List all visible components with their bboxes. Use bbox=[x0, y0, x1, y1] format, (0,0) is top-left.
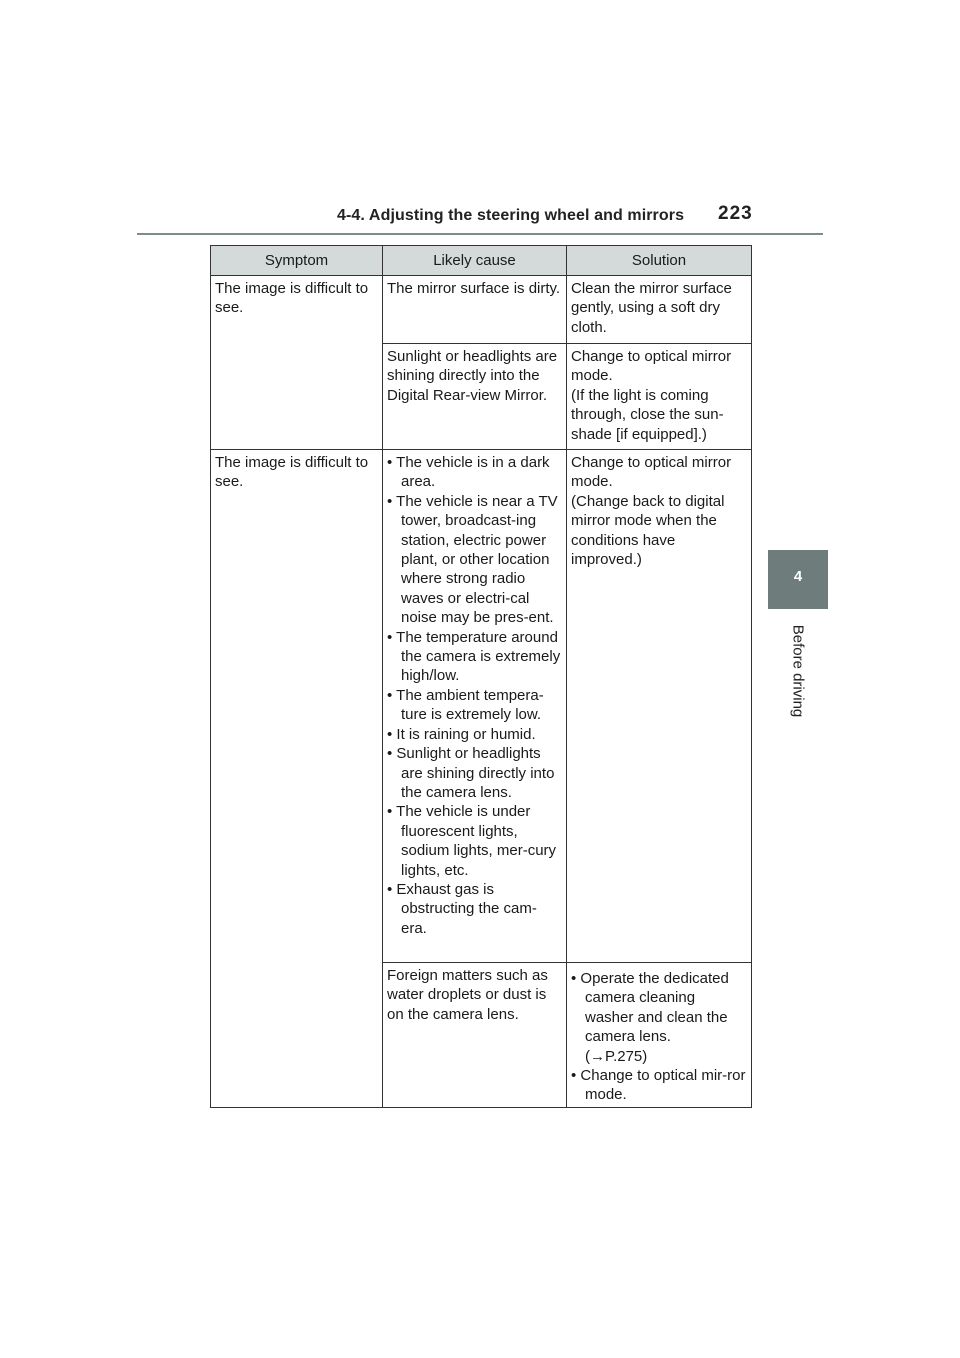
page-reference-link[interactable]: P.275 bbox=[605, 1047, 643, 1065]
section-title: 4-4. Adjusting the steering wheel and mirrors bbox=[337, 207, 685, 224]
table-header-row bbox=[211, 246, 752, 276]
column-header-likely-cause: Likely cause bbox=[383, 246, 567, 276]
symptom-cell: The image is difficult to see. bbox=[211, 276, 383, 450]
arrow-right-icon: → bbox=[590, 1047, 605, 1065]
list-item: • Sunlight or headlights are shining directly into the camera lens. bbox=[387, 744, 562, 802]
page-number: 223 bbox=[718, 203, 753, 224]
solution-cell bbox=[567, 344, 752, 450]
column-header-symptom: Symptom bbox=[211, 246, 383, 276]
list-item: • The temperature around the camera is extremely high/low. bbox=[387, 628, 562, 686]
solution-note: (If the light is coming through, close the sun-shade [if equipped].) bbox=[571, 386, 724, 443]
list-item: • Exhaust gas is obstructing the cam-era. bbox=[387, 880, 562, 938]
table-row bbox=[211, 276, 752, 344]
table-row bbox=[211, 450, 752, 963]
cause-cell: The mirror surface is dirty. bbox=[383, 276, 567, 344]
solution-text: Change to optical mirror mode. bbox=[571, 454, 732, 491]
column-header-solution: Solution bbox=[567, 246, 752, 276]
cause-cell: Foreign matters such as water droplets or dust is on the camera lens. bbox=[383, 963, 567, 1108]
solution-cell bbox=[567, 963, 752, 1108]
solution-cell: Clean the mirror surface gently, using a soft dry cloth. bbox=[567, 276, 752, 344]
cause-cell: Sunlight or headlights are shining directly into the Digital Rear-view Mirror. bbox=[383, 344, 567, 450]
page-reference[interactable]: (→P.275) bbox=[585, 1047, 648, 1065]
troubleshooting-table bbox=[210, 245, 752, 1108]
list-item bbox=[571, 969, 747, 1066]
list-item: • It is raining or humid. bbox=[387, 725, 562, 744]
list-item: • The vehicle is under fluorescent lights, sodium lights, mer-cury lights, etc. bbox=[387, 802, 562, 880]
solution-text: Change to optical mirror mode. bbox=[571, 348, 732, 385]
solution-note: (Change back to digital mirror mode when the conditions have improved.) bbox=[571, 492, 725, 569]
cause-cell bbox=[383, 450, 567, 963]
list-item-text: Operate the dedicated camera cleaning washer and clean the camera lens. bbox=[580, 970, 729, 1046]
symptom-cell: The image is difficult to see. bbox=[211, 450, 383, 1108]
list-item: • The ambient tempera-ture is extremely low. bbox=[387, 686, 562, 725]
cause-list bbox=[387, 453, 562, 938]
chapter-number: 4 bbox=[793, 568, 803, 585]
chapter-label bbox=[752, 616, 844, 726]
header-divider bbox=[137, 233, 823, 235]
list-item: • The vehicle is near a TV tower, broadcast-ing station, electric power plant, or other location where strong radio waves or electri-cal noise may be pres-ent. bbox=[387, 492, 562, 628]
chapter-tab[interactable] bbox=[768, 550, 828, 609]
list-item: • Change to optical mir-ror mode. bbox=[571, 1066, 747, 1105]
chapter-label-text: Before driving bbox=[789, 624, 807, 718]
solution-cell bbox=[567, 450, 752, 963]
list-item: • The vehicle is in a dark area. bbox=[387, 453, 562, 492]
solution-list bbox=[571, 969, 747, 1105]
